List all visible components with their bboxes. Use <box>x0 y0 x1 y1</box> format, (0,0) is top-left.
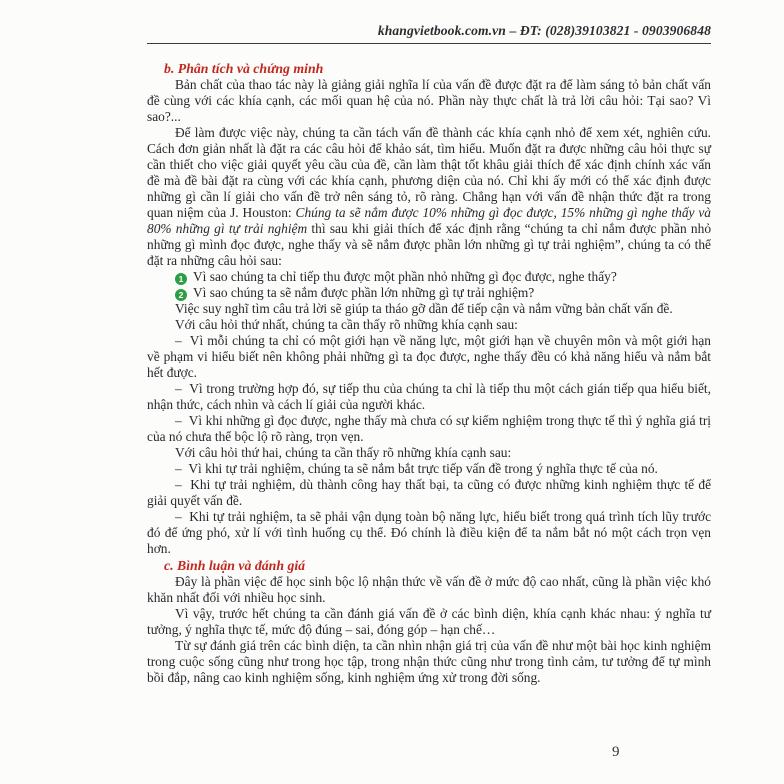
header-rule <box>147 43 711 44</box>
paragraph: Vì vậy, trước hết chúng ta cần đánh giá vấn đề ở các bình diện, khía cạnh khác nhau: ý nghĩa tư tưởng, ý nghĩa thực tế, mức độ đúng – sai, đóng góp – hạn chế… <box>147 606 711 637</box>
dash-point: – Vì khi những gì đọc được, nghe thấy mà chưa có sự kiểm nghiệm trong thực tế thì ý nghĩa giá trị của nó chưa thể bộc lộ rõ ràng, trọn vẹn. <box>147 413 712 444</box>
numbered-question: 2 Vì sao chúng ta sẽ nắm được phần lớn những gì tự trải nghiệm? <box>147 285 711 301</box>
numbered-bullet-icon: 2 <box>175 289 187 301</box>
page-body <box>147 60 711 686</box>
section-heading: c. Bình luận và đánh giá <box>164 558 306 573</box>
paragraph: Với câu hỏi thứ hai, chúng ta cần thấy rõ những khía cạnh sau: <box>175 445 512 460</box>
paragraph: Việc suy nghĩ tìm câu trả lời sẽ giúp ta tháo gỡ dần để tiếp cận và nắm vững bản chất vấn đề. <box>175 301 673 316</box>
dash-point: – Vì mỗi chúng ta chỉ có một giới hạn về năng lực, một giới hạn về chuyên môn và một giới hạn về phạm vi hiểu biết nên không phải những gì ta đọc được, nghe thấy đều có khả năng hiểu và nắm bắt hết được. <box>147 333 712 380</box>
dash-point: – Vì khi tự trải nghiệm, chúng ta sẽ nắm bắt trực tiếp vấn đề trong ý nghĩa thực tế của nó. <box>175 461 658 476</box>
page-number: 9 <box>612 744 620 760</box>
numbered-question: 1 Vì sao chúng ta chỉ tiếp thu được một phần nhỏ những gì đọc được, nghe thấy? <box>147 269 711 285</box>
dash-point: – Khi tự trải nghiệm, ta sẽ phải vận dụng toàn bộ năng lực, hiểu biết trong quá trình tích lũy trước đó để ứng phó, xử lí với tình huống cụ thể. Đó chính là điều kiện để ta nắm bắt nó một cách trọn vẹn hơn. <box>147 509 712 556</box>
paragraph: Đây là phần việc để học sinh bộc lộ nhận thức về vấn đề ở mức độ cao nhất, cũng là phần việc khó khăn nhất đối với nhiều học sinh. <box>147 574 711 605</box>
paragraph: Từ sự đánh giá trên các bình diện, ta cần nhìn nhận giá trị của vấn đề như một bài học kinh nghiệm trong cuộc sống cũng như trong học tập, trong nhận thức cũng như trong tình cảm, tư tưởng để tự mình bồi đắp, nâng cao kinh nghiệm sống, kinh nghiệm ứng xử trong đời sống. <box>147 638 711 685</box>
running-header: khangvietbook.com.vn – ĐT: (028)39103821 - 0903906848 <box>377 23 711 38</box>
dash-point: – Khi tự trải nghiệm, dù thành công hay thất bại, ta cũng có được những kinh nghiệm thực tế để giải quyết vấn đề. <box>147 477 712 508</box>
dash-point: – Vì trong trường hợp đó, sự tiếp thu của chúng ta chỉ là tiếp thu một cách gián tiếp qua hiểu biết, nhận thức, cách nhìn và cách lí giải của người khác. <box>147 381 712 412</box>
numbered-bullet-icon: 1 <box>175 273 187 285</box>
italic-quote: Chúng ta sẽ nắm được 10% những gì đọc được, 15% những gì nghe thấy và 80% những gì tự trải nghiệm <box>147 205 711 236</box>
paragraph: Để làm được việc này, chúng ta cần tách vấn đề thành các khía cạnh nhỏ để xem xét, nghiên cứu. Cách đơn giản nhất là đặt ra các câu hỏi để khảo sát, tìm hiểu. Muốn đặt ra được những câu hỏi thực sự cần thiết cho việc giải quyết yêu cầu của đề, cần làm thật tốt khâu giải thích để xác định chính xác vấn đề mà đề bài đặt ra cùng với các khía cạnh, phương diện của nó. Chỉ khi ấy mới có thể xác định được những gì cần lí giải cho vấn đề trở nên sáng tỏ, rõ ràng. Chẳng hạn với vấn đề nhận thức đặt ra trong quan niệm của J. Houston: Chúng ta sẽ nắm được 10% những gì đọc được, 15% những gì nghe thấy và 80% những gì tự trải nghiệm thì sau khi giải thích để xác định rằng “chúng ta chỉ nắm được phần nhỏ những gì mình đọc được, nghe thấy và sẽ nắm được phần lớn những gì tự trải nghiệm”, chúng ta có thể đặt ra những câu hỏi sau: <box>147 125 712 268</box>
paragraph: Bản chất của thao tác này là giảng giải nghĩa lí của vấn đề được đặt ra để làm sáng tỏ bản chất vấn đề cùng với các khía cạnh, các mối quan hệ của nó. Phần này thực chất là trả lời câu hỏi: Tại sao? Vì sao?... <box>147 77 711 124</box>
paragraph: Với câu hỏi thứ nhất, chúng ta cần thấy rõ những khía cạnh sau: <box>175 317 518 332</box>
section-heading: b. Phân tích và chứng minh <box>164 61 324 76</box>
